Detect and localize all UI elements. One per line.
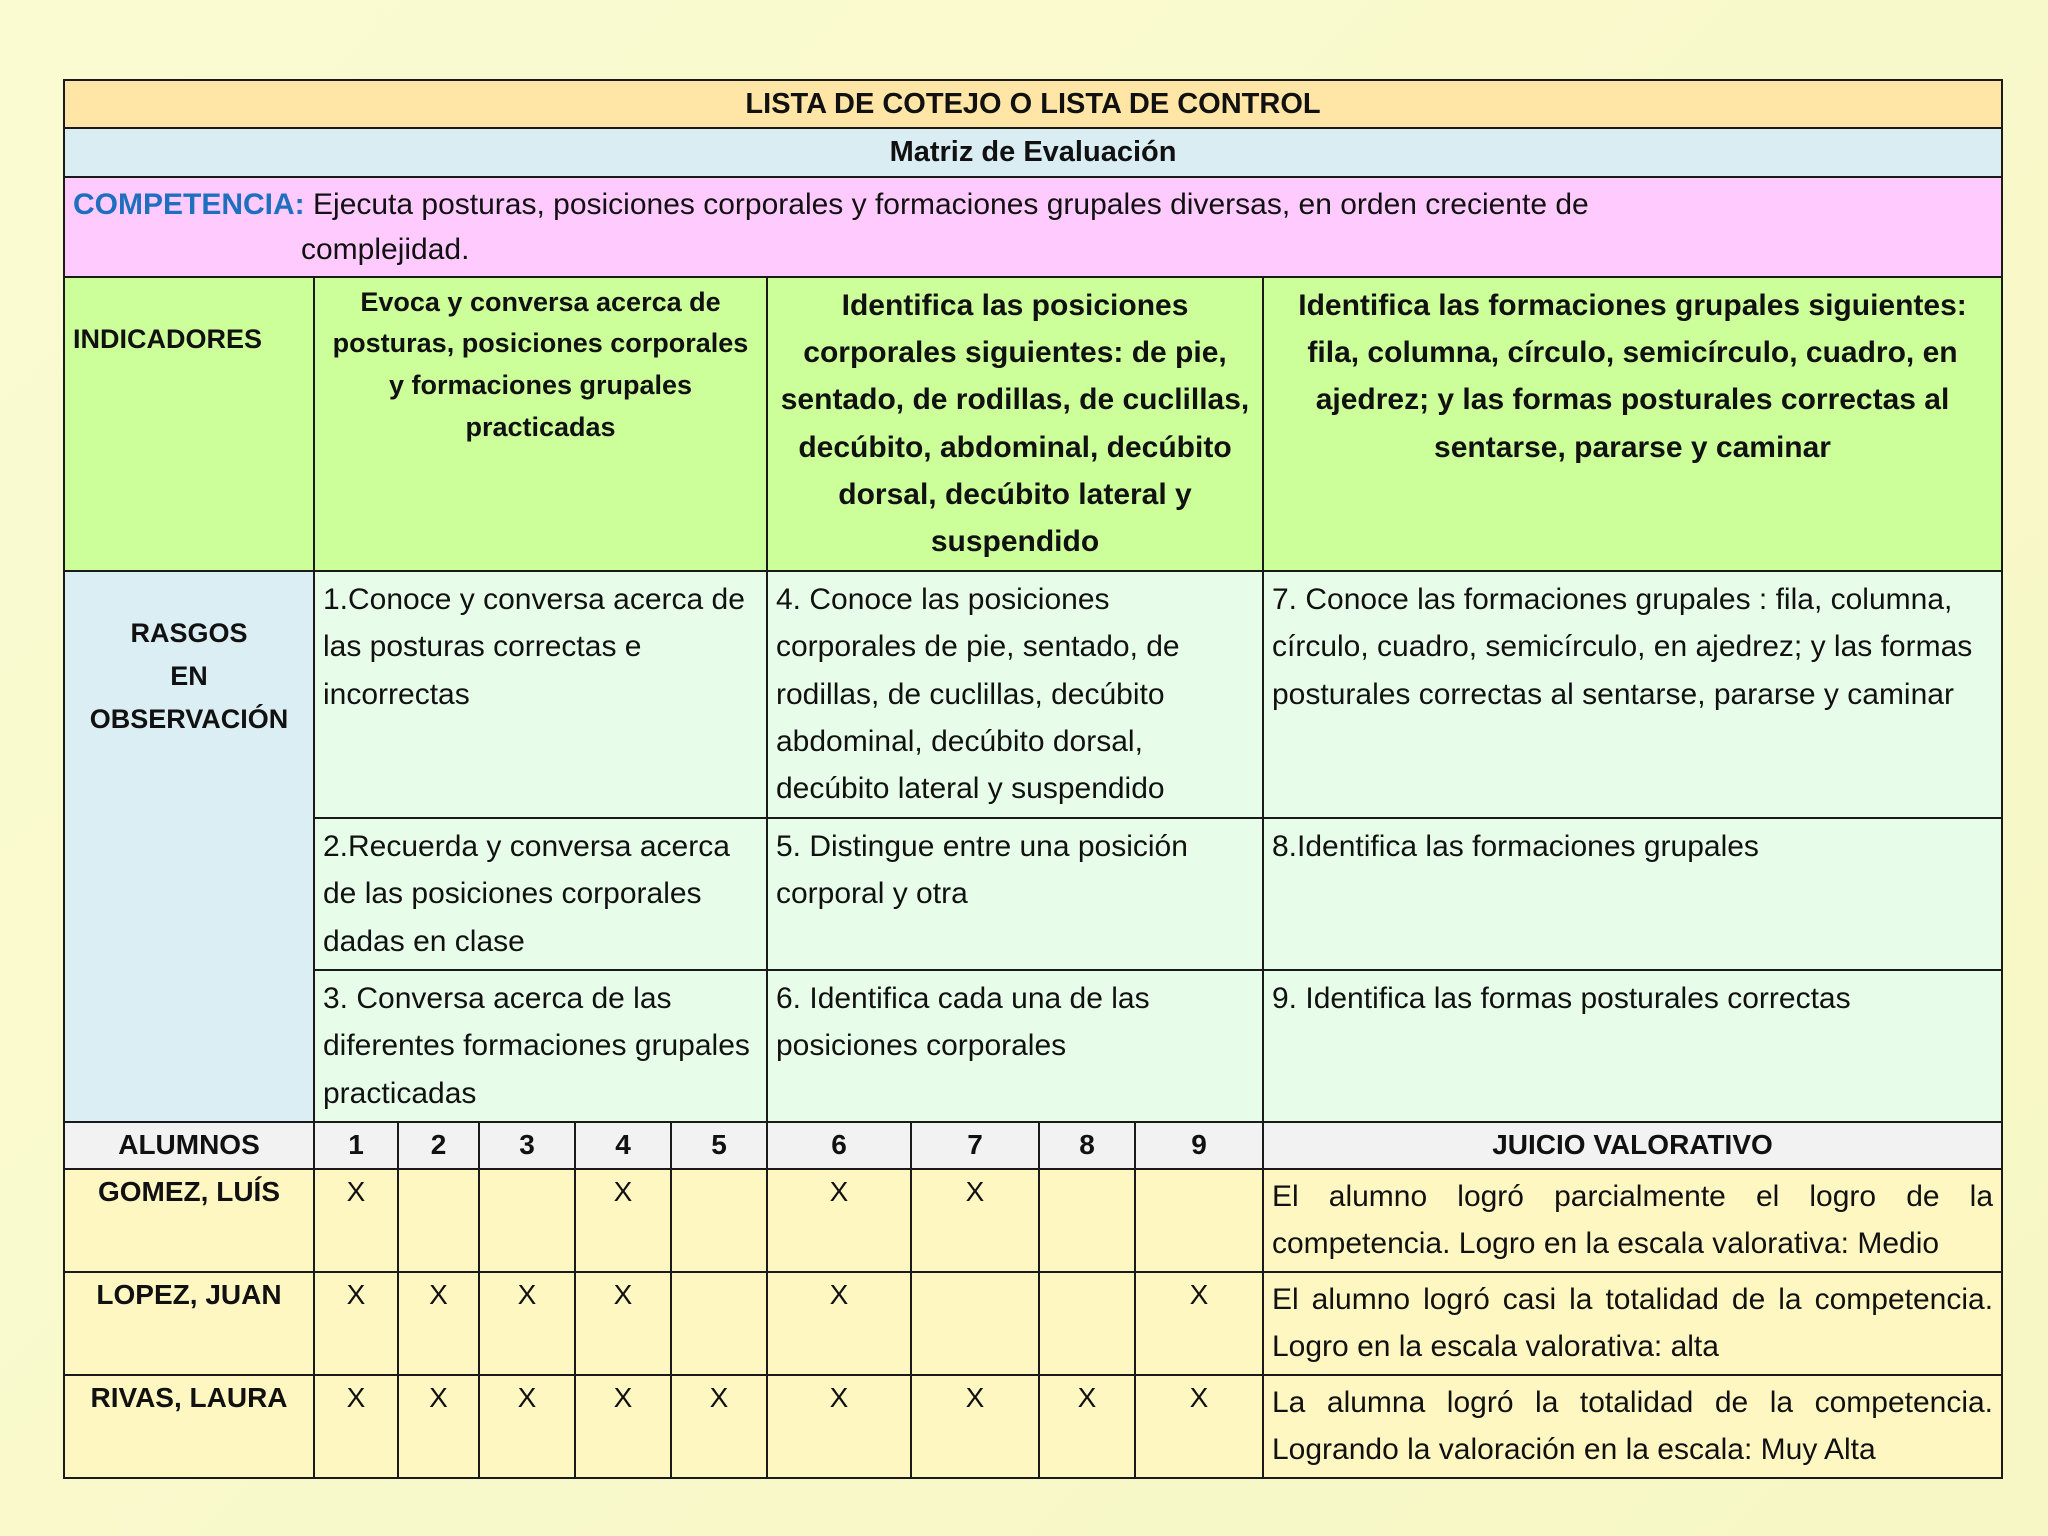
mark-cell: X	[767, 1272, 911, 1375]
competencia-cell	[64, 177, 2002, 277]
rasgos-label-line: EN	[170, 661, 208, 692]
juicio-header: JUICIO VALORATIVO	[1263, 1122, 2002, 1169]
mark-cell: X	[1135, 1375, 1263, 1478]
alumnos-header: ALUMNOS	[64, 1122, 314, 1169]
criterion-number-header: 9	[1135, 1122, 1263, 1169]
mark-cell: X	[575, 1272, 671, 1375]
mark-cell: X	[398, 1272, 479, 1375]
indicator-3: Identifica las formaciones grupales siguientes: fila, columna, círculo, semicírculo, cuadro, en ajedrez; y las formas posturales correctas al sentarse, pararse y caminar	[1263, 277, 2002, 571]
rasgo-5: 5. Distingue entre una posición corporal y otra	[767, 818, 1263, 970]
evaluation-matrix	[63, 79, 2003, 1479]
rasgo-4: 4. Conoce las posiciones corporales de pie, sentado, de rodillas, de cuclillas, decúbito abdominal, decúbito dorsal, decúbito lateral y suspendido	[767, 571, 1263, 818]
criterion-number-header: 3	[479, 1122, 575, 1169]
rasgos-label	[64, 571, 314, 1122]
rasgo-1: 1.Conoce y conversa acerca de las posturas correctas e incorrectas	[314, 571, 767, 818]
indicator-2: Identifica las posiciones corporales siguientes: de pie, sentado, de rodillas, de cuclillas, decúbito, abdominal, decúbito dorsal, decúbito lateral y suspendido	[767, 277, 1263, 571]
rasgos-label-line: OBSERVACIÓN	[89, 704, 289, 735]
rasgos-label-line: RASGOS	[130, 617, 248, 648]
criterion-number-header: 8	[1039, 1122, 1135, 1169]
student-name: GOMEZ, LUÍS	[64, 1169, 314, 1272]
indicator-1: Evoca y conversa acerca de posturas, posiciones corporales y formaciones grupales practicadas	[314, 277, 767, 571]
criterion-number-header: 5	[671, 1122, 767, 1169]
competencia-text-continued: complejidad.	[301, 232, 470, 266]
juicio-valorativo: La alumna logró la totalidad de la competencia. Logrando la valoración en la escala: Muy Alta	[1263, 1375, 2002, 1478]
mark-cell: X	[314, 1375, 398, 1478]
competencia-label: COMPETENCIA:	[73, 187, 305, 221]
rasgo-7: 7. Conoce las formaciones grupales : fila, columna, círculo, cuadro, semicírculo, en ajedrez; y las formas posturales correctas al sentarse, pararse y caminar	[1263, 571, 2002, 818]
student-name: LOPEZ, JUAN	[64, 1272, 314, 1375]
mark-cell: X	[575, 1169, 671, 1272]
criterion-number-header: 6	[767, 1122, 911, 1169]
criterion-number-header: 4	[575, 1122, 671, 1169]
rasgo-6: 6. Identifica cada una de las posiciones corporales	[767, 970, 1263, 1122]
mark-cell	[911, 1272, 1039, 1375]
matrix-subtitle: Matriz de Evaluación	[64, 128, 2002, 176]
mark-cell: X	[314, 1272, 398, 1375]
mark-cell: X	[767, 1169, 911, 1272]
mark-cell: X	[398, 1375, 479, 1478]
rasgo-9: 9. Identifica las formas posturales correctas	[1263, 970, 2002, 1122]
mark-cell: X	[671, 1375, 767, 1478]
rasgo-8: 8.Identifica las formaciones grupales	[1263, 818, 2002, 970]
table-row	[64, 1272, 2002, 1375]
table-row	[64, 1169, 2002, 1272]
mark-cell	[1135, 1169, 1263, 1272]
juicio-valorativo: El alumno logró casi la totalidad de la competencia. Logro en la escala valorativa: alta	[1263, 1272, 2002, 1375]
mark-cell: X	[479, 1375, 575, 1478]
criterion-number-header: 2	[398, 1122, 479, 1169]
criterion-number-header: 7	[911, 1122, 1039, 1169]
mark-cell: X	[767, 1375, 911, 1478]
student-name: RIVAS, LAURA	[64, 1375, 314, 1478]
criterion-number-header: 1	[314, 1122, 398, 1169]
mark-cell: X	[575, 1375, 671, 1478]
indicadores-label: INDICADORES	[64, 277, 314, 571]
mark-cell: X	[911, 1169, 1039, 1272]
mark-cell	[479, 1169, 575, 1272]
mark-cell	[1039, 1169, 1135, 1272]
mark-cell: X	[1039, 1375, 1135, 1478]
table-row	[64, 1375, 2002, 1478]
mark-cell: X	[1135, 1272, 1263, 1375]
mark-cell: X	[314, 1169, 398, 1272]
mark-cell	[1039, 1272, 1135, 1375]
juicio-valorativo: El alumno logró parcialmente el logro de la competencia. Logro en la escala valorativa: Medio	[1263, 1169, 2002, 1272]
rasgo-3: 3. Conversa acerca de las diferentes formaciones grupales practicadas	[314, 970, 767, 1122]
mark-cell: X	[479, 1272, 575, 1375]
rasgo-2: 2.Recuerda y conversa acerca de las posiciones corporales dadas en clase	[314, 818, 767, 970]
mark-cell: X	[911, 1375, 1039, 1478]
mark-cell	[671, 1169, 767, 1272]
competencia-text: Ejecuta posturas, posiciones corporales y formaciones grupales diversas, en orden creciente de	[313, 187, 1589, 221]
mark-cell	[398, 1169, 479, 1272]
mark-cell	[671, 1272, 767, 1375]
page-title: LISTA DE COTEJO O LISTA DE CONTROL	[64, 80, 2002, 128]
